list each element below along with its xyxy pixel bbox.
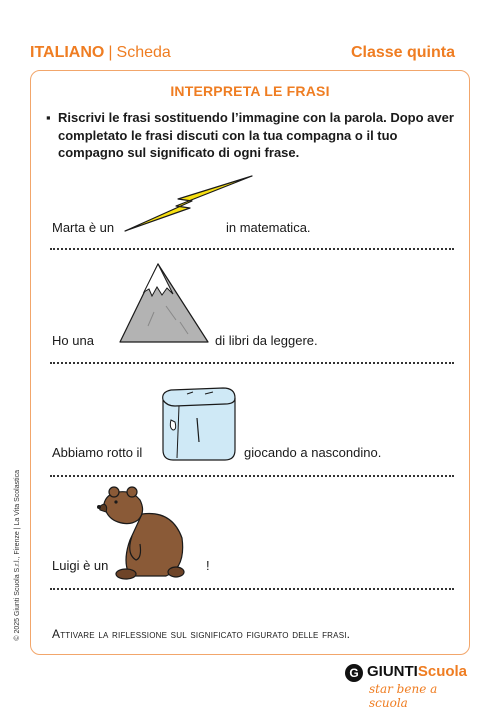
logo-brand bbox=[367, 663, 467, 680]
worksheet-title: INTERPRETA LE FRASI bbox=[170, 83, 330, 99]
subject-label: ITALIANO bbox=[30, 44, 105, 61]
logo-brand-b: Scuola bbox=[417, 663, 468, 680]
header-subject bbox=[30, 44, 171, 62]
sentence-2-after: di libri da leggere. bbox=[215, 333, 318, 348]
logo-brand-a: GIUNTI bbox=[367, 663, 418, 680]
sentence-3-after: giocando a nascondino. bbox=[244, 445, 382, 460]
sheet-type-label: Scheda bbox=[116, 44, 171, 61]
sentence-1-after: in matematica. bbox=[226, 220, 311, 235]
publisher-logo bbox=[345, 663, 475, 710]
sentence-4-after: ! bbox=[206, 558, 210, 573]
copyright-text: © 2025 Giunti Scuola S.r.l., Firenze | La Vita Scolastica bbox=[14, 470, 21, 641]
bullet-icon: ▪ bbox=[46, 110, 51, 125]
answer-line-4[interactable] bbox=[50, 588, 454, 590]
answer-line-3[interactable] bbox=[50, 475, 454, 477]
sentence-1-before: Marta è un bbox=[52, 220, 115, 235]
mountain-icon bbox=[118, 260, 210, 344]
sentence-3-before: Abbiamo rotto il bbox=[52, 445, 143, 460]
sentence-4-before: Luigi è un bbox=[52, 558, 109, 573]
sentence-2-before: Ho una bbox=[52, 333, 94, 348]
teacher-note: Attivare la riflessione sul significato figurato delle frasi. bbox=[52, 627, 351, 641]
header-separator: | bbox=[108, 44, 113, 61]
instruction bbox=[46, 109, 457, 162]
copyright bbox=[14, 470, 26, 670]
page-header bbox=[0, 44, 500, 66]
instruction-text: Riscrivi le frasi sostituendo l’immagine con la parola. Dopo aver completato le frasi discuti con la tua compagna o il tuo compagno sul significato di ogni frase. bbox=[58, 110, 454, 160]
logo-mark-icon: G bbox=[345, 664, 363, 682]
answer-line-1[interactable] bbox=[50, 248, 454, 250]
ice-cube-icon bbox=[157, 384, 239, 464]
bear-icon bbox=[96, 484, 192, 580]
logo-tagline: star bene a scuola bbox=[369, 682, 438, 710]
answer-line-2[interactable] bbox=[50, 362, 454, 364]
grade-label: Classe quinta bbox=[350, 44, 455, 61]
